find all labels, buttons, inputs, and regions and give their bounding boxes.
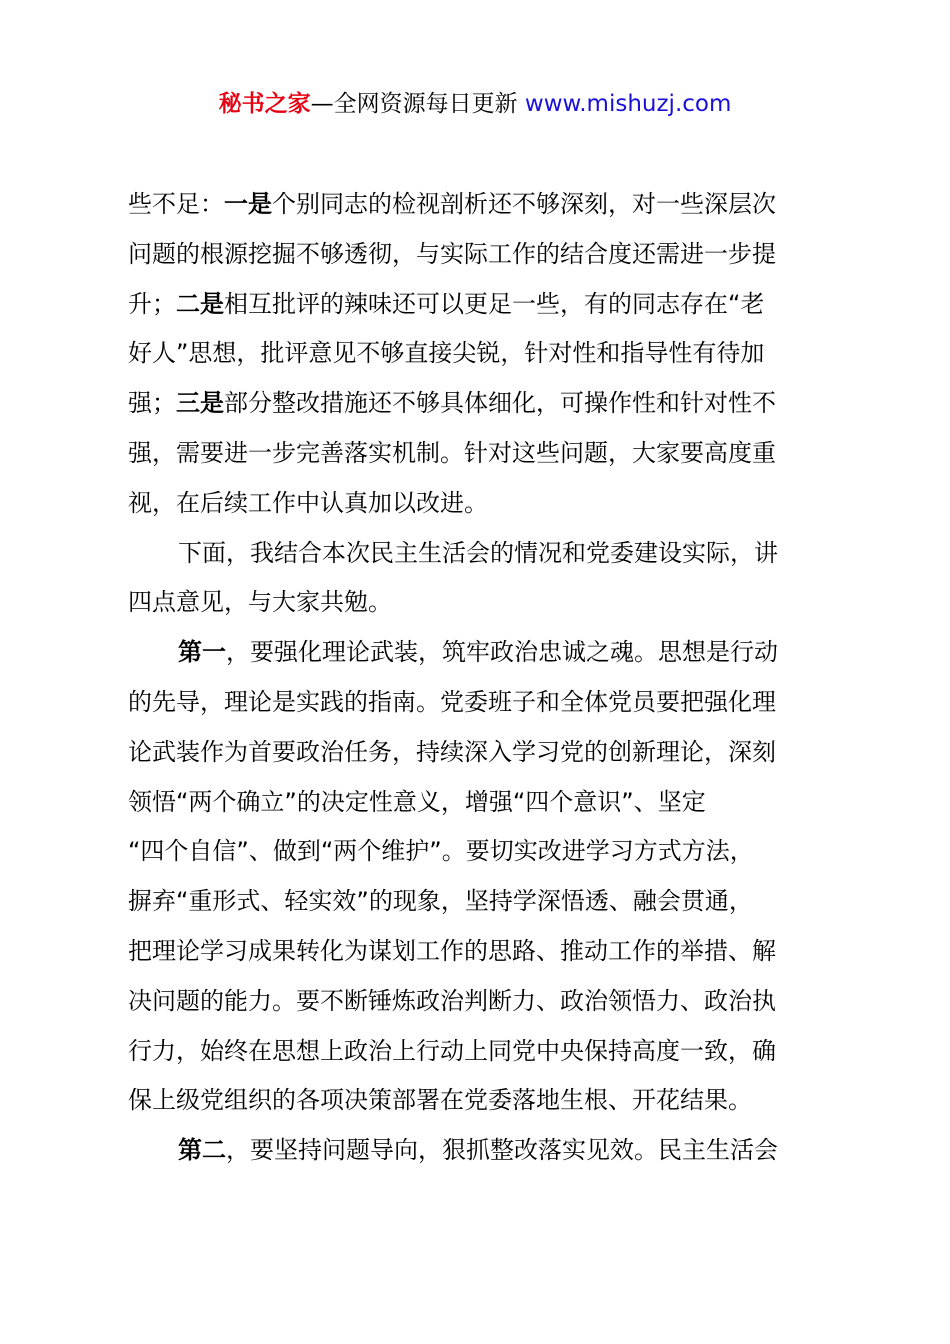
text-segment: “四个自信”、做到“两个维护”。要切实改进学习方式方法， bbox=[128, 837, 754, 866]
text-segment: ，要坚持问题导向，狠抓整改落实见效。民主生活会 bbox=[226, 1136, 778, 1165]
text-line bbox=[128, 1126, 848, 1176]
text-line bbox=[128, 977, 848, 1027]
text-line bbox=[128, 877, 848, 927]
text-segment: 保上级党组织的各项决策部署在党委落地生根、开花结果。 bbox=[128, 1086, 752, 1115]
text-segment: 论武装作为首要政治任务，持续深入学习党的创新理论，深刻 bbox=[128, 737, 776, 766]
text-line bbox=[128, 1027, 848, 1077]
text-line bbox=[128, 329, 848, 379]
text-line bbox=[128, 728, 848, 778]
text-line bbox=[128, 578, 848, 628]
text-line bbox=[128, 778, 848, 828]
text-segment: 行力，始终在思想上政治上行动上同党中央保持高度一致，确 bbox=[128, 1036, 776, 1065]
site-url-link[interactable]: www.mishuzj.com bbox=[524, 91, 732, 117]
text-segment: 个别同志的检视剖析还不够深刻，对一些深层次 bbox=[272, 190, 776, 218]
text-segment: 强，需要进一步完善落实机制。针对这些问题，大家要高度重 bbox=[128, 438, 776, 467]
text-segment: 四点意见，与大家共勉。 bbox=[128, 588, 392, 617]
site-header bbox=[0, 88, 950, 120]
text-line bbox=[128, 479, 848, 529]
text-line bbox=[128, 678, 848, 728]
text-segment: 部分整改措施还不够具体细化，可操作性和针对性不 bbox=[224, 389, 776, 418]
bold-text: 第二 bbox=[178, 1136, 226, 1165]
text-segment: 领悟“两个确立”的决定性意义，增强“四个意识”、坚定 bbox=[128, 787, 706, 816]
text-line bbox=[128, 379, 848, 429]
text-segment: 的先导，理论是实践的指南。党委班子和全体党员要把强化理 bbox=[128, 687, 776, 716]
bold-text: 一是 bbox=[224, 190, 272, 218]
text-segment: 视，在后续工作中认真加以改进。 bbox=[128, 488, 488, 517]
text-segment: 升； bbox=[128, 289, 176, 318]
text-line bbox=[128, 827, 848, 877]
bold-text: 二是 bbox=[176, 289, 224, 318]
text-line bbox=[128, 280, 848, 330]
text-line bbox=[128, 628, 848, 678]
text-segment: 下面，我结合本次民主生活会的情况和党委建设实际，讲 bbox=[178, 538, 778, 567]
text-segment: 好人”思想，批评意见不够直接尖锐，针对性和指导性有待加 bbox=[128, 339, 765, 368]
text-line bbox=[128, 927, 848, 977]
text-line bbox=[128, 230, 848, 280]
text-segment: 把理论学习成果转化为谋划工作的思路、推动工作的举措、解 bbox=[128, 936, 776, 965]
text-segment: ，要强化理论武装，筑牢政治忠诚之魂。思想是行动 bbox=[226, 638, 778, 667]
text-segment: 些不足： bbox=[128, 190, 224, 218]
brand-name: 秘书之家 bbox=[218, 91, 311, 117]
text-line bbox=[128, 1076, 848, 1126]
document-body bbox=[128, 180, 848, 1176]
text-segment: 问题的根源挖掘不够透彻，与实际工作的结合度还需进一步提 bbox=[128, 239, 776, 268]
bold-text: 三是 bbox=[176, 389, 224, 418]
text-segment: 相互批评的辣味还可以更足一些，有的同志存在“老 bbox=[224, 289, 765, 318]
text-line bbox=[128, 529, 848, 579]
text-line bbox=[128, 429, 848, 479]
text-segment: 强； bbox=[128, 389, 176, 418]
text-segment: 决问题的能力。要不断锤炼政治判断力、政治领悟力、政治执 bbox=[128, 986, 776, 1015]
text-line bbox=[128, 180, 848, 230]
bold-text: 第一 bbox=[178, 638, 226, 667]
text-segment: 摒弃“重形式、轻实效”的现象，坚持学深悟透、融会贯通， bbox=[128, 887, 753, 916]
header-tagline: —全网资源每日更新 bbox=[310, 91, 525, 117]
